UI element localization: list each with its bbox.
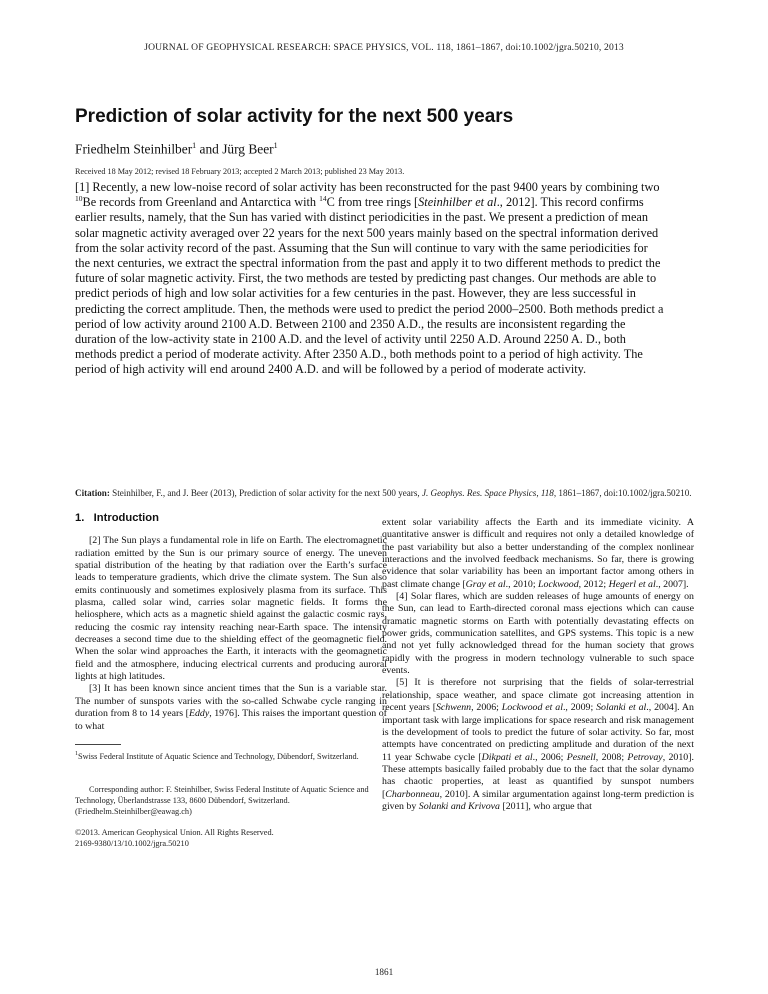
copyright-footnote [75, 827, 371, 849]
citation-reference: Gray et al [465, 578, 506, 590]
paragraph-text: , 2010]. These attempts basically failed probably due to the fact that the solar dynamo has chaotic properties, at least as quantified by sunspot numbers [ [382, 751, 694, 800]
page-number: 1861 [374, 967, 394, 977]
journal-name: J. Geophys. Res. Space Physics [421, 488, 537, 498]
abstract-text: Be records from Greenland and Antarctica with [82, 195, 320, 210]
journal-volume: 118 [540, 488, 554, 498]
citation-reference: Pesnell [566, 751, 596, 763]
paragraph-number: [1] [75, 180, 90, 194]
abstract-text: C from tree rings [ [326, 195, 419, 210]
body-paragraph [75, 683, 387, 732]
paragraph-text: , 2006; [471, 702, 502, 714]
author-list [75, 141, 695, 157]
paragraph-text: , 2010]. A similar argumentation against long-term prediction is given by [382, 788, 694, 812]
paragraph-number: [4] [396, 591, 408, 603]
paragraph-text: ., 2010; [505, 578, 539, 590]
running-header: JOURNAL OF GEOPHYSICAL RESEARCH: SPACE PHYSICS, VOL. 118, 1861–1867, doi:10.1002/jgra.50210, 2013 [144, 42, 624, 53]
isotope-superscript: 14 [319, 194, 327, 204]
paragraph-number: [5] [396, 677, 408, 689]
author-conjunction: and [196, 141, 223, 157]
paragraph-text: extent solar variability affects the Earth and its immediate vicinity. A quantitative answer is difficult and requires not only a detailed knowledge of the past variability but also a better understanding of the complex nonlinear interactions and the involved feedback mechanisms. So far, there is growing evidence that solar variability has been an important factor among others in past climate change [ [382, 517, 694, 590]
paragraph-text: ., 2006; [532, 751, 567, 763]
section-title: Introduction [93, 512, 159, 524]
paragraph-text: , 1976]. This raises the important question of to what [75, 708, 387, 732]
received-dates: Received 18 May 2012; revised 18 February 2013; accepted 2 March 2013; published 23 May 2013. [75, 167, 405, 176]
citation-reference: Solanki et al [596, 702, 647, 714]
author-name: Jürg Beer [222, 141, 274, 157]
paragraph-text: ., 2009; [562, 702, 597, 714]
left-column [75, 512, 387, 733]
citation-reference: Lockwood [538, 578, 579, 590]
paragraph-text: , 2008; [595, 751, 628, 763]
citation-label: Citation: [75, 488, 110, 498]
abstract-text: ., 2012]. This record confirms earlier results, namely, that the Sun has varied with distinct periodicities in the past. We present a prediction of mean solar magnetic activity averaged over 22 years for the next 500 years mainly based on the spectral information derived from the solar activity record of the past. Assuming that the Sun will continue to vary with the same periodicities for the next centuries, we extract the spectral information from the past and apply it to two different methods to predict the future of solar magnetic activity. First, the two methods are tested by predicting past changes. Our methods are able to predict periods of high and low solar activities for a few centuries in the past. However, they are less successful in predicting the correct amplitude. Then, the methods were used to predict the period 2000–2500. Both methods predict a period of low activity around 2100 A.D. Between 2100 and 2350 A.D., the results are inconsistent regarding the duration of the low-activity state in 2100 A.D. and the level of activity until 2250 A.D. Around 2250 A. D., both methods predict a period of moderate activity. After 2350 A.D., both methods point to a period of high activity. The period of high activity will end around 2400 A.D. and will be followed by a period of moderate activity. [75, 195, 664, 377]
citation-text: , [536, 488, 541, 498]
citation-reference: Petrovay [627, 751, 663, 763]
citation-block [75, 487, 695, 500]
affiliation-mark: 1 [273, 141, 278, 150]
copyright-text: ©2013. American Geophysical Union. All Rights Reserved. [75, 828, 274, 837]
citation-reference: Dikpati et al [481, 751, 533, 763]
paragraph-text: The Sun plays a fundamental role in life on Earth. The electromagnetic radiation emitted by the Sun is our primary source of energy. The uneven spatial distribution of the heating by that radiation over the Earth’s surface leads to temperature gradients, which drive the climate system. The Sun also emits continuously and sometimes explosively plasma from its surface. This plasma, called solar wind, carries solar magnetic fields. It forms the heliosphere, which acts as a magnetic shield against the galactic cosmic rays, reducing the cosmic ray intensity reaching near-Earth space. The intensity decreases a second time due to the shielding effect of the geomagnetic field. When the solar wind approaches the Earth, it interacts with the geomagnetic field and the atmosphere, inducing electrical currents and producing auroral lights at high latitudes. [75, 535, 387, 683]
isotope-superscript: 10 [75, 194, 83, 204]
citation-reference: Hegerl et al [608, 578, 656, 590]
body-paragraph [382, 517, 694, 591]
paragraph-text: , 2012; [578, 578, 609, 590]
paragraph-text: It is therefore not surprising that the fields of solar-terrestrial relationship, space weather, and space climate got increasing attention in recent years [ [382, 677, 694, 714]
paragraph-number: [2] [89, 535, 101, 547]
paragraph-text: [2011], who argue that [499, 800, 592, 812]
citation-reference: Lockwood et al [501, 702, 563, 714]
section-heading [75, 512, 387, 524]
affiliation-mark: 1 [192, 141, 197, 150]
paragraph-text: ., 2004]. An important task with large implications for space research and risk management is the development of tools to predict the future of solar activity. So far, most attempts have concentrated on predicting amplitude and duration of the next 11 year Schwabe cycle [ [382, 702, 694, 763]
issn-text: 2169-9380/13/10.1002/jgra.50210 [75, 839, 189, 849]
abstract-text: Recently, a new low-noise record of solar activity has been reconstructed for the past 9400 years by combining two [89, 180, 660, 194]
citation-reference: Steinhilber et al [418, 195, 497, 210]
article-title: Prediction of solar activity for the next 500 years [75, 106, 514, 127]
footnote-text: Swiss Federal Institute of Aquatic Science and Technology, Dübendorf, Switzerland. [78, 751, 359, 761]
body-paragraph [75, 535, 387, 683]
right-column [382, 517, 694, 813]
author-name: Friedhelm Steinhilber [75, 141, 193, 157]
paragraph-text: Solar flares, which are sudden releases of huge amounts of energy on the Sun, can lead to Earth-directed coronal mass ejections which can cause dramatic magnetic storms on Earth with potentially devastating effects on power grids, communication satellites, and GPS systems. This topic is a new and not yet fully acknowledged thread for the human society that grows rapidly with the progress in modern technology vulnerable to such space events. [382, 591, 694, 677]
citation-reference: Solanki and Krivova [418, 800, 500, 812]
paragraph-text: ., 2007]. [655, 578, 689, 590]
body-paragraph [382, 591, 694, 677]
section-number: 1. [75, 512, 85, 524]
body-paragraph [382, 677, 694, 813]
footnote-divider [75, 744, 121, 745]
corresponding-author-footnote: Corresponding author: F. Steinhilber, Swiss Federal Institute of Aquatic Science and Technology, Überlandstrasse 133, 8600 Dübendorf, Switzerland. (Friedhelm.Steinhilber@eawag.ch) [75, 785, 369, 817]
citation-reference: Eddy [188, 708, 210, 720]
citation-text: , 1861–1867, doi:10.1002/jgra.50210. [553, 488, 692, 498]
paragraph-number: [3] [89, 683, 101, 695]
abstract [75, 180, 665, 378]
citation-text: Steinhilber, F., and J. Beer (2013), Prediction of solar activity for the next 500 years, [109, 488, 422, 498]
affiliation-footnote [75, 749, 371, 762]
footnote-mark: 1 [75, 751, 78, 757]
citation-reference: Charbonneau [385, 788, 440, 800]
paragraph-text: It has been known since ancient times that the Sun is a variable star. The number of sunspots varies with the so-called Schwabe cycle ranging in duration from 8 to 14 years [ [75, 683, 387, 720]
citation-reference: Schwenn [435, 702, 472, 714]
